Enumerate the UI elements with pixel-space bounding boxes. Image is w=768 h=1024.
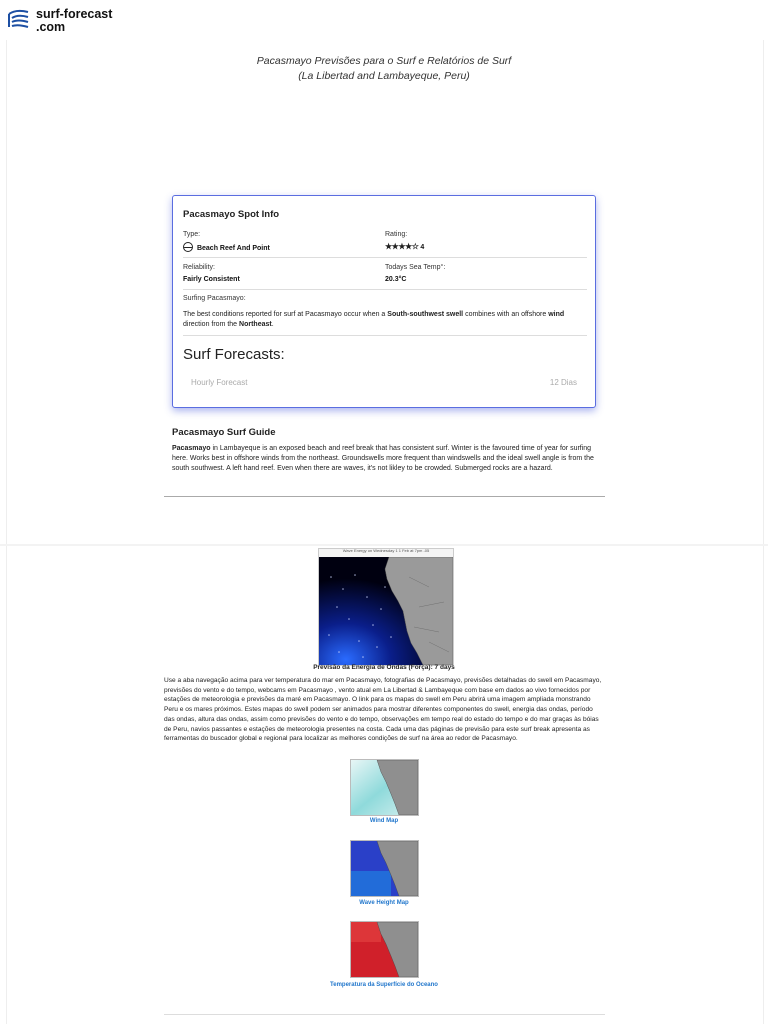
wave-energy-caption: Previsão da Energia de Ondas (Força): 7 days [313,664,455,671]
sst-map-link[interactable]: Temperatura da Superfície do Oceano [330,982,438,988]
surf-guide-text [172,444,602,474]
page-title-line1: Pacasmayo Previsões para o Surf e Relatórios de Surf [256,55,512,67]
sea-temp-field [385,263,445,284]
bottom-divider [164,1014,605,1015]
site-logo[interactable] [8,8,112,34]
desc-part: direction from the [183,321,240,328]
hourly-forecast-link[interactable]: Hourly Forecast [191,378,248,387]
logo-line2: .com [36,20,66,34]
sea-temp-label: Todays Sea Temp°: [385,264,446,271]
logo-line1: surf-forecast [36,7,113,21]
desc-part: . [271,321,274,328]
wave-height-map-link[interactable]: Wave Height Map [359,900,409,906]
top-bar [0,0,768,40]
divider [183,257,587,258]
surfing-label: Surfing Pacasmayo: [183,295,246,302]
spot-description [183,310,587,330]
wave-height-map-thumbnail[interactable] [350,840,419,897]
wave-logo-icon [8,8,30,30]
surf-guide-bold: Pacasmayo [172,445,211,452]
section-divider [164,496,605,497]
desc-part: The best conditions reported for surf at Pacasmayo occur when a [183,311,388,318]
wind-map-thumbnail[interactable] [350,759,419,816]
rating-stars-icon: ★★★★☆ [385,242,419,251]
reliability-value: Fairly Consistent [183,276,240,283]
rating-value-wrap [385,242,424,252]
desc-bold: Northeast [239,321,272,328]
rating-field [385,230,424,252]
wave-height-map-image [351,841,418,896]
type-field [183,230,270,253]
sea-temp-value: 20.3°C [385,276,407,283]
info-paragraph: Use a aba navegação acima para ver temperatura do mar em Pacasmayo, fotografias de Pacasmayo, previsões detalhadas do swell em Pacasmayo, previsões do vento e do tempo, webcams em Pacasmayo , vento atual em La Libertad & Lambayeque com base em dados ao vivo fornecidos por estações de meteorologia e previsões da maré em Pacasmayo. O link para os mapas do swell em Peru abrirá uma imagem ampliada monstrando Peru e os mares próximos. Estes mapas do swell podem ser animados para mostrar diferentes componentes do swell, energia das ondas, período das ondas, altura das ondas, assim como previsões do vento e do tempo, observações em tempo real do estado do tempo e do mar graças às bóias de Peru, navios passantes e estações de meteorologia presentes na costa. Cada uma das páginas de previsão para este surf break apresenta as ferramentas do buscador global e regional para localizar as melhores condições de surf na área ao redor de Pacasmayo. [164,677,602,743]
desc-part: combines with an offshore [463,311,549,318]
wind-map-image [351,760,418,815]
divider [183,289,587,290]
wave-energy-map[interactable] [318,548,454,666]
break-type-icon [183,242,193,252]
page-title-line2: (La Libertad and Lambayeque, Peru) [298,70,470,82]
reliability-label: Reliability: [183,264,215,271]
wave-map-header: Wave Energy on Wednesday 1 1 Feb at 7pm -05 [319,549,453,557]
rating-value: 4 [420,244,425,251]
wave-energy-map-image [319,557,453,665]
surf-forecasts-heading: Surf Forecasts: [183,346,285,363]
twelve-day-forecast-link[interactable]: 12 Dias [549,378,577,387]
page-title [0,54,768,84]
reliability-field [183,263,240,284]
sst-map-thumbnail[interactable] [350,921,419,978]
section-separator [0,544,768,546]
spot-info-title: Pacasmayo Spot Info [183,209,280,220]
logo-text [36,8,112,34]
desc-bold: South-southwest swell [387,311,464,318]
wind-map-link[interactable]: Wind Map [369,818,399,824]
divider [183,335,587,336]
rating-label: Rating: [385,231,408,238]
sst-map-image [351,922,418,977]
surf-guide-body: in Lambayeque is an exposed beach and reef break that has consistent surf. Winter is the favoured time of year for surfing here. Works best in offshore winds from the northeast. Groundswells more frequent than windswells and the ideal swell angle is from the south southwest. A left hand reef. Even when there are waves, it's not likley to be crowded. Submerged rocks are a hazard. [172,445,594,472]
desc-bold: wind [548,311,565,318]
type-label: Type: [183,231,201,238]
spot-info-card [172,195,596,408]
type-value-wrap [183,242,270,253]
type-value: Beach Reef And Point [196,245,270,252]
surf-guide-title: Pacasmayo Surf Guide [172,427,276,438]
